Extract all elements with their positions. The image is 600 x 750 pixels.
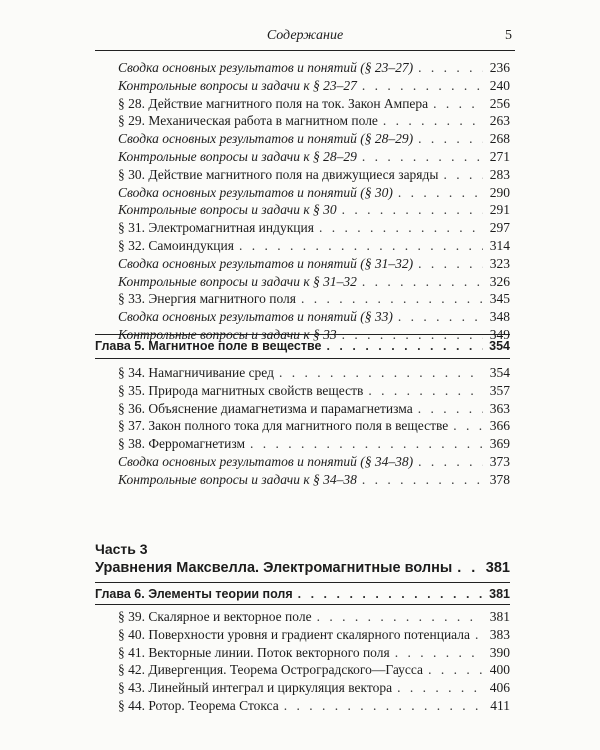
toc-entry-title: § 31. Электромагнитная индукция [118,220,314,236]
toc-page-number: 390 [489,644,510,660]
toc-chapter-title: Глава 5. Магнитное поле в веществе [95,339,322,353]
toc-entry-title: Контрольные вопросы и задачи к § 23–27 [118,77,357,93]
leader-dots [362,77,483,95]
leader-dots [319,219,483,237]
toc-entry[interactable] [118,400,510,418]
leader-dots [418,255,483,273]
leader-dots [362,471,483,489]
leader-dots [398,184,483,202]
toc-page-number: 363 [489,400,510,416]
toc-entry-title: § 33. Энергия магнитного поля [118,291,296,307]
leader-dots [342,326,483,344]
toc-page-number: 263 [489,113,510,129]
toc-entry[interactable] [118,59,510,77]
toc-page-number: 283 [489,166,510,182]
toc-entry-title: § 32. Самоиндукция [118,238,234,253]
leader-dots [453,417,483,435]
toc-chapter-title: Глава 6. Элементы теории поля [95,587,293,601]
toc-entry-title: Контрольные вопросы и задачи к § 31–32 [118,273,357,289]
toc-page-number: 406 [489,680,510,696]
part-label: Часть 3 [95,541,148,557]
toc-entry[interactable] [118,364,510,382]
toc-entry[interactable] [118,453,510,471]
toc-entry[interactable] [118,326,510,344]
leader-dots [395,644,483,662]
chapter5-bottom-rule [95,358,510,359]
leader-dots [342,201,483,219]
toc-entry[interactable] [118,130,510,148]
toc-page-number: 381 [489,609,510,624]
toc-page-number: 357 [489,382,510,398]
toc-entry-title: § 39. Скалярное и векторное поле [118,609,312,624]
leader-dots [418,400,483,418]
toc-entry-title: Сводка основных результатов и понятий (§ 28–29) [118,131,414,147]
toc-entry[interactable] [118,255,510,273]
toc-part-3[interactable] [95,558,510,578]
leader-dots [475,626,483,644]
leader-dots [418,130,483,148]
toc-entry-title: Контрольные вопросы и задачи к § 28–29 [118,149,357,164]
leader-dots [250,435,483,453]
toc-entry[interactable] [118,697,510,715]
toc-entry[interactable] [118,273,510,291]
running-title: Содержание [266,28,344,43]
leader-dots [443,166,483,184]
leader-dots [433,95,483,113]
leader-dots [457,558,481,578]
toc-entry[interactable] [118,112,510,130]
toc-page-number: 373 [489,454,510,469]
toc-entry-title: § 29. Механическая работа в магнитном поле [118,113,378,129]
toc-entry-title: Сводка основных результатов и понятий (§ 33) [118,309,393,325]
toc-page-number: 323 [489,255,510,271]
leader-dots [298,585,483,603]
toc-entry-title: Сводка основных результатов и понятий (§ 34–38) [118,454,414,469]
leader-dots [301,290,483,308]
toc-page-number: 348 [489,309,510,325]
toc-page-number: 400 [489,662,510,678]
toc-entry-title: Сводка основных результатов и понятий (§ 31–32) [118,255,414,271]
toc-entry-title: Контрольные вопросы и задачи к § 33 [118,327,337,342]
chapter6-top-rule [95,582,510,583]
toc-entry-title: § 28. Действие магнитного поля на ток. Закон Ампера [118,95,429,111]
toc-page-number: 240 [489,77,510,93]
toc-entry-title: § 38. Ферромагнетизм [118,436,246,452]
toc-page-number: 290 [489,184,510,200]
leader-dots [239,237,483,255]
toc-page-number: 378 [489,471,510,487]
toc-chapter-6[interactable] [95,585,510,603]
toc-page-number: 326 [489,273,510,289]
leader-dots [317,608,483,626]
toc-entry-title: Сводка основных результатов и понятий (§ 30) [118,184,393,200]
leader-dots [279,364,483,382]
toc-page-number: 381 [489,587,510,601]
toc-entry[interactable] [118,219,510,237]
toc-entry[interactable] [118,95,510,113]
toc-entry-title: § 34. Намагничивание сред [118,365,274,380]
toc-page-number: 411 [490,698,510,713]
part-title: Уравнения Максвелла. Электромагнитные волны [95,560,453,576]
toc-entry[interactable] [118,435,510,453]
leader-dots [418,59,483,77]
toc-entry-title: § 30. Действие магнитного поля на движущиеся заряды [118,166,439,182]
leader-dots [368,382,483,400]
toc-page-number: 314 [489,238,510,253]
toc-page-number: 354 [489,365,510,380]
toc-page-number: 366 [489,418,510,434]
toc-page-number: 256 [489,95,510,111]
toc-entry[interactable] [118,308,510,326]
leader-dots [418,453,483,471]
leader-dots [397,679,483,697]
toc-entry[interactable] [118,77,510,95]
toc-entry[interactable] [118,679,510,697]
toc-entry[interactable] [118,166,510,184]
toc-entry[interactable] [118,608,510,626]
page-number: 5 [505,28,512,43]
toc-page-number: 383 [489,626,510,642]
toc-page-number: 354 [489,339,510,353]
toc-entry[interactable] [118,184,510,202]
toc-entry-title: Контрольные вопросы и задачи к § 34–38 [118,471,357,487]
toc-page-number: 291 [489,202,510,218]
toc-page-number: 369 [489,436,510,452]
leader-dots [398,308,483,326]
chapter6-bottom-rule [95,604,510,605]
toc-entry-title: § 43. Линейный интеграл и циркуляция вектора [118,680,393,696]
toc-entry-title: Контрольные вопросы и задачи к § 30 [118,202,337,218]
toc-entry[interactable] [118,661,510,679]
toc-entry[interactable] [118,148,510,166]
toc-entry-title: § 35. Природа магнитных свойств веществ [118,382,364,398]
toc-entry-title: § 36. Объяснение диамагнетизма и парамагнетизма [118,400,413,416]
toc-page-number: 268 [489,131,510,147]
toc-page-number: 271 [489,149,510,164]
toc-page-number: 345 [489,291,510,307]
toc-entry[interactable] [118,471,510,489]
leader-dots [284,697,483,715]
leader-dots [428,661,483,679]
toc-entry-title: Сводка основных результатов и понятий (§ 23–27) [118,60,414,75]
leader-dots [383,112,483,130]
toc-page-number: 381 [485,560,510,576]
toc-entry-title: § 42. Дивергенция. Теорема Остроградского—Гаусса [118,662,424,678]
leader-dots [362,148,483,166]
leader-dots [362,273,483,291]
toc-entry-title: § 37. Закон полного тока для магнитного поля в веществе [118,418,449,434]
toc-page-number: 236 [489,60,510,75]
toc-entry[interactable] [118,382,510,400]
toc-entry[interactable] [118,417,510,435]
toc-entry[interactable] [118,626,510,644]
toc-page-number: 349 [489,327,510,342]
toc-entry[interactable] [118,290,510,308]
toc-entry[interactable] [118,644,510,662]
toc-page-number: 297 [489,220,510,236]
toc-entry-title: § 40. Поверхности уровня и градиент скалярного потенциала [118,626,471,642]
toc-entry-title: § 44. Ротор. Теорема Стокса [118,698,279,713]
toc-entry[interactable] [118,237,510,255]
toc-entry-title: § 41. Векторные линии. Поток векторного поля [118,644,390,660]
toc-entry[interactable] [118,201,510,219]
